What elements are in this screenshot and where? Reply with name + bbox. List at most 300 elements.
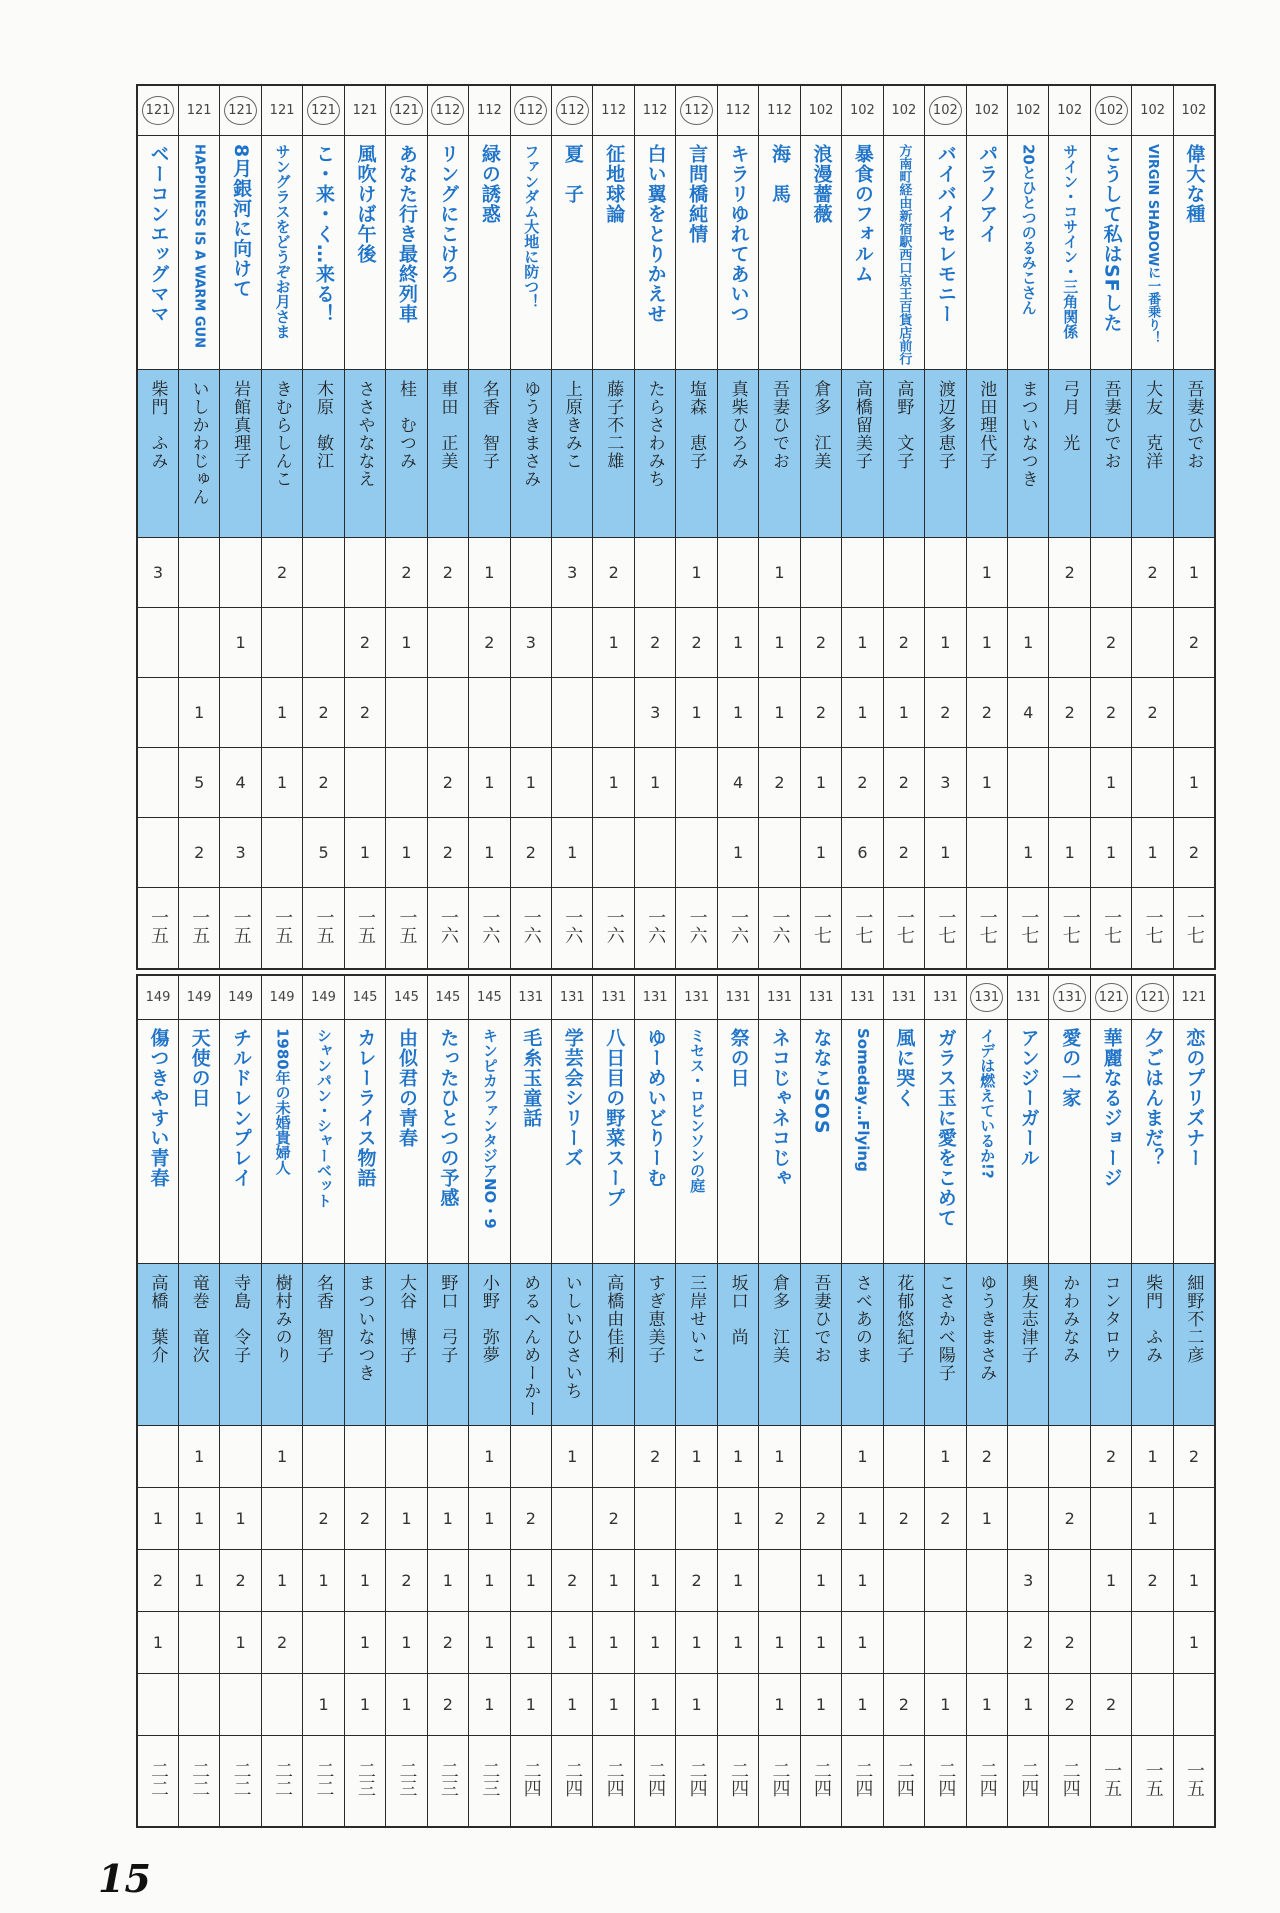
vote-count	[344, 537, 385, 607]
author-cell	[1049, 369, 1090, 537]
author-cell	[842, 369, 883, 537]
author-cell	[386, 1263, 427, 1425]
page-count: 131	[932, 989, 958, 1005]
vote-count: 2	[427, 817, 468, 887]
work-title: 八日目の野菜スープ	[603, 1027, 626, 1208]
page-count-cell	[966, 85, 1007, 135]
page-count-cell	[1008, 975, 1049, 1019]
author-cell	[925, 369, 966, 537]
rank-cell	[1132, 1735, 1173, 1827]
vote-count: 1	[800, 1549, 841, 1611]
author-name: 吾妻ひでお	[769, 379, 790, 470]
vote-count	[303, 537, 344, 607]
author-name: 上原きみこ	[561, 379, 582, 470]
page-number: 15	[98, 1856, 151, 1901]
vote-count: 1	[137, 1611, 178, 1673]
title-cell	[966, 1019, 1007, 1263]
vote-count: 1	[759, 607, 800, 677]
vote-count: 1	[593, 1611, 634, 1673]
page-count: 102	[850, 102, 875, 118]
rank-cell	[552, 887, 593, 969]
vote-count: 2	[800, 607, 841, 677]
vote-count	[717, 1673, 758, 1735]
vote-count	[427, 1425, 468, 1487]
page-count: 102	[1140, 102, 1166, 118]
vote-count: 1	[1132, 1487, 1173, 1549]
author-name: 寺島 令子	[230, 1273, 251, 1364]
work-title: サイン・コサイン・三角関係	[1061, 143, 1080, 339]
rank-cell	[427, 887, 468, 969]
vote-count	[1173, 1673, 1215, 1735]
author-name: 吾妻ひでお	[810, 1273, 831, 1364]
rank-cell	[1049, 1735, 1090, 1827]
rank-cell	[1173, 887, 1215, 969]
author-cell	[634, 1263, 675, 1425]
vote-count	[344, 747, 385, 817]
page-count-cell	[1132, 975, 1173, 1019]
rank-cell	[303, 887, 344, 969]
author-cell	[552, 369, 593, 537]
vote-count: 2	[1132, 1549, 1173, 1611]
rank: 一七	[976, 907, 998, 944]
vote-count: 1	[510, 1549, 551, 1611]
work-title: Someday…Flying	[853, 1027, 872, 1172]
vote-count: 2	[759, 747, 800, 817]
work-title: HAPPINESS IS A WARM GUN	[191, 143, 207, 348]
vote-count: 2	[178, 817, 219, 887]
work-title: 由似君の青春	[395, 1027, 418, 1148]
work-title: こ・来・く…来る！	[313, 143, 336, 324]
vote-count: 1	[303, 1549, 344, 1611]
vote-count	[220, 1425, 261, 1487]
author-cell	[220, 1263, 261, 1425]
work-title: 夏 子	[561, 143, 584, 204]
vote-count: 2	[925, 677, 966, 747]
rank: 二二	[313, 1760, 335, 1797]
title-cell	[510, 1019, 551, 1263]
vote-count: 2	[883, 607, 924, 677]
page-count-cell	[966, 975, 1007, 1019]
rank: 一六	[603, 907, 625, 944]
title-cell	[552, 135, 593, 369]
vote-count: 1	[220, 1611, 261, 1673]
vote-count: 2	[676, 607, 717, 677]
vote-count: 1	[717, 1487, 758, 1549]
title-cell	[1132, 1019, 1173, 1263]
work-title: 風に哭く	[893, 1027, 916, 1108]
vote-count: 1	[510, 1611, 551, 1673]
vote-count	[469, 677, 510, 747]
rank: 二三	[479, 1760, 501, 1797]
page-count-cell	[469, 85, 510, 135]
vote-count: 5	[303, 817, 344, 887]
vote-count: 2	[883, 1487, 924, 1549]
vote-count	[137, 747, 178, 817]
vote-count	[386, 1425, 427, 1487]
vote-count: 2	[1173, 607, 1215, 677]
title-cell	[178, 135, 219, 369]
vote-count	[842, 537, 883, 607]
author-name: いしいひさいち	[561, 1273, 582, 1400]
title-cell	[178, 1019, 219, 1263]
vote-count: 1	[842, 1425, 883, 1487]
author-cell	[469, 369, 510, 537]
page-count: 102	[1181, 102, 1207, 118]
author-cell	[676, 369, 717, 537]
vote-count: 2	[386, 1549, 427, 1611]
vote-count: 2	[261, 537, 302, 607]
vote-count: 2	[344, 1487, 385, 1549]
page-count: 121	[352, 102, 378, 118]
title-cell	[344, 135, 385, 369]
rank: 一五	[147, 907, 169, 944]
page-count-cell	[510, 975, 551, 1019]
vote-count: 1	[469, 537, 510, 607]
vote-count: 3	[220, 817, 261, 887]
title-cell	[883, 1019, 924, 1263]
vote-count: 1	[552, 817, 593, 887]
page-count-cell	[925, 975, 966, 1019]
vote-count	[427, 677, 468, 747]
page-count: 102	[929, 96, 962, 125]
vote-count: 1	[676, 537, 717, 607]
vote-count: 1	[925, 1425, 966, 1487]
rank-cell	[717, 887, 758, 969]
vote-count: 2	[925, 1487, 966, 1549]
vote-count: 1	[1173, 1549, 1215, 1611]
rank-cell	[344, 887, 385, 969]
work-title: キンピカファンタジアNO・9	[480, 1027, 499, 1229]
page-count: 149	[311, 989, 336, 1005]
vote-count: 2	[966, 1425, 1007, 1487]
page-count: 145	[435, 989, 461, 1005]
author-cell	[883, 369, 924, 537]
rank: 一六	[769, 907, 791, 944]
page-count-cell	[178, 85, 219, 135]
rank: 一六	[520, 907, 542, 944]
vote-count: 1	[552, 1611, 593, 1673]
vote-count: 1	[1008, 607, 1049, 677]
vote-count: 1	[634, 747, 675, 817]
vote-count: 3	[925, 747, 966, 817]
page-count: 145	[352, 989, 378, 1005]
author-cell	[1090, 369, 1131, 537]
author-name: 柴門 ふみ	[1142, 1273, 1163, 1364]
rank: 一六	[479, 907, 501, 944]
vote-count	[303, 1611, 344, 1673]
author-cell	[1132, 1263, 1173, 1425]
title-cell	[1173, 1019, 1215, 1263]
vote-count	[966, 1611, 1007, 1673]
vote-count: 2	[1008, 1611, 1049, 1673]
rank: 一六	[728, 907, 750, 944]
vote-count: 1	[510, 1673, 551, 1735]
author-cell	[220, 369, 261, 537]
vote-count: 2	[344, 607, 385, 677]
vote-count: 1	[469, 747, 510, 817]
vote-count	[1008, 747, 1049, 817]
vote-count: 1	[717, 1611, 758, 1673]
vote-count: 1	[593, 1673, 634, 1735]
vote-count: 2	[1173, 1425, 1215, 1487]
author-cell	[759, 369, 800, 537]
vote-count: 1	[966, 1673, 1007, 1735]
page-count-cell	[344, 85, 385, 135]
rank: 二二	[272, 1760, 294, 1797]
vote-count: 1	[1008, 817, 1049, 887]
title-cell	[634, 135, 675, 369]
page-count: 112	[680, 96, 713, 125]
rank: 二四	[520, 1760, 542, 1797]
vote-count	[1090, 1611, 1131, 1673]
page-count-cell	[842, 85, 883, 135]
author-cell	[386, 369, 427, 537]
vote-count: 4	[1008, 677, 1049, 747]
vote-count: 1	[552, 1673, 593, 1735]
page-count: 149	[186, 989, 212, 1005]
rank-cell	[842, 887, 883, 969]
vote-count: 1	[676, 1673, 717, 1735]
work-title: アンジーガール	[1017, 1027, 1040, 1168]
author-cell	[800, 369, 841, 537]
rank-cell	[220, 1735, 261, 1827]
vote-count: 1	[800, 817, 841, 887]
page-count-cell	[676, 85, 717, 135]
vote-count: 1	[759, 1611, 800, 1673]
title-cell	[510, 135, 551, 369]
vote-count	[261, 607, 302, 677]
author-cell	[344, 369, 385, 537]
rank-cell	[386, 887, 427, 969]
rank: 二四	[603, 1760, 625, 1797]
vote-count: 1	[842, 1487, 883, 1549]
title-cell	[800, 135, 841, 369]
page-count-cell	[510, 85, 551, 135]
work-title: たったひとつの予感	[437, 1027, 460, 1208]
rank: 二四	[645, 1760, 667, 1797]
page-count: 131	[642, 989, 668, 1005]
author-cell	[1008, 1263, 1049, 1425]
rank-cell	[634, 1735, 675, 1827]
vote-count	[552, 677, 593, 747]
rank-cell	[469, 1735, 510, 1827]
rank-cell	[1008, 887, 1049, 969]
vote-count: 1	[1090, 747, 1131, 817]
vote-count	[717, 537, 758, 607]
rank: 一六	[645, 907, 667, 944]
vote-count: 1	[469, 1549, 510, 1611]
author-cell	[137, 369, 178, 537]
rank: 一七	[852, 907, 874, 944]
vote-count: 1	[427, 1487, 468, 1549]
vote-count: 1	[178, 1549, 219, 1611]
vote-count: 1	[593, 1549, 634, 1611]
vote-count: 1	[759, 1425, 800, 1487]
vote-count: 1	[469, 1425, 510, 1487]
work-title: チルドレンプレイ	[230, 1027, 253, 1188]
vote-count	[137, 1673, 178, 1735]
rank-cell	[676, 887, 717, 969]
page-count: 102	[974, 102, 1000, 118]
rank-cell	[634, 887, 675, 969]
rank: 一七	[1183, 907, 1205, 944]
rank-cell	[883, 1735, 924, 1827]
rank: 一五	[396, 907, 418, 944]
author-cell	[427, 369, 468, 537]
author-cell	[634, 369, 675, 537]
page-count-cell	[427, 85, 468, 135]
vote-count: 1	[261, 747, 302, 817]
vote-count	[1049, 1425, 1090, 1487]
rank-cell	[137, 1735, 178, 1827]
author-cell	[303, 1263, 344, 1425]
vote-count	[1049, 1549, 1090, 1611]
page-count: 121	[390, 96, 423, 125]
vote-count	[593, 677, 634, 747]
vote-count: 1	[634, 1673, 675, 1735]
page-count-cell	[261, 85, 302, 135]
page-count: 112	[642, 102, 668, 118]
rank: 一五	[1101, 1760, 1123, 1797]
title-cell	[1049, 1019, 1090, 1263]
work-title: イデは燃えているか!?	[978, 1027, 997, 1179]
page-count-cell	[717, 85, 758, 135]
rank: 二四	[852, 1760, 874, 1797]
vote-count: 1	[469, 817, 510, 887]
vote-count: 2	[593, 1487, 634, 1549]
author-name: 奥友志津子	[1017, 1273, 1038, 1364]
vote-count	[966, 817, 1007, 887]
work-title: 夕ごはんまだ？	[1142, 1027, 1165, 1168]
rank-cell	[717, 1735, 758, 1827]
work-title: 恋のプリズナー	[1183, 1027, 1206, 1168]
vote-count	[220, 537, 261, 607]
vote-count: 1	[137, 1487, 178, 1549]
author-name: めるへんめーかー	[520, 1273, 541, 1418]
vote-count	[510, 677, 551, 747]
vote-count: 1	[883, 677, 924, 747]
work-title: 緑の誘惑	[478, 143, 501, 224]
author-name: 吾妻ひでお	[1183, 379, 1204, 470]
vote-count	[925, 1549, 966, 1611]
author-cell	[178, 369, 219, 537]
vote-count: 2	[1173, 817, 1215, 887]
vote-count	[137, 607, 178, 677]
page-count: 121	[186, 102, 212, 118]
page-count-cell	[427, 975, 468, 1019]
vote-count	[634, 817, 675, 887]
page-count-cell	[1173, 85, 1215, 135]
vote-count	[883, 1611, 924, 1673]
page-count: 131	[1053, 983, 1086, 1012]
author-name: かわみなみ	[1059, 1273, 1080, 1364]
author-cell	[1173, 1263, 1215, 1425]
vote-count: 2	[634, 1425, 675, 1487]
work-title: サングラスをどうぞお月さま	[273, 143, 292, 339]
rank-cell	[469, 887, 510, 969]
page-count: 112	[476, 102, 502, 118]
page-count: 145	[476, 989, 502, 1005]
work-title: 8月銀河に向けて	[230, 143, 253, 298]
vote-count	[593, 1425, 634, 1487]
rank: 二四	[935, 1760, 957, 1797]
page-count-cell	[883, 975, 924, 1019]
vote-count: 1	[1049, 817, 1090, 887]
vote-count	[759, 817, 800, 887]
vote-count: 1	[842, 1673, 883, 1735]
author-name: 渡辺多恵子	[934, 379, 955, 470]
vote-count	[1132, 607, 1173, 677]
author-name: 名香 智子	[313, 1273, 334, 1364]
vote-count: 2	[634, 607, 675, 677]
title-cell	[759, 1019, 800, 1263]
rank: 一六	[686, 907, 708, 944]
page-count: 121	[307, 96, 340, 125]
vote-count: 1	[717, 1425, 758, 1487]
author-name: まついなつき	[354, 1273, 375, 1382]
author-name: まついなつき	[1017, 379, 1038, 488]
rank: 二四	[686, 1760, 708, 1797]
vote-count: 2	[676, 1549, 717, 1611]
work-title: カレーライス物語	[354, 1027, 377, 1188]
page-count-cell	[1049, 85, 1090, 135]
vote-count: 1	[178, 1425, 219, 1487]
vote-count: 1	[178, 1487, 219, 1549]
work-title: シャンパン・シャーベット	[315, 1027, 334, 1208]
rank: 一五	[189, 907, 211, 944]
vote-count: 2	[510, 817, 551, 887]
rank-cell	[261, 1735, 302, 1827]
page-count-cell	[386, 85, 427, 135]
title-cell	[427, 135, 468, 369]
vote-count	[552, 1487, 593, 1549]
vote-count	[1008, 1425, 1049, 1487]
page-count-cell	[552, 975, 593, 1019]
rank-cell	[759, 887, 800, 969]
author-name: 藤子不二雄	[603, 379, 624, 470]
rank-cell	[842, 1735, 883, 1827]
vote-count	[1049, 607, 1090, 677]
vote-count: 1	[344, 817, 385, 887]
page-count: 112	[601, 102, 627, 118]
rank-cell	[800, 887, 841, 969]
author-cell	[717, 369, 758, 537]
author-cell	[842, 1263, 883, 1425]
vote-count	[759, 1549, 800, 1611]
work-title: 白い翼をとりかえせ	[644, 143, 667, 324]
vote-count: 1	[925, 817, 966, 887]
vote-count: 2	[303, 747, 344, 817]
vote-count	[883, 537, 924, 607]
vote-count	[261, 817, 302, 887]
work-title: 学芸会シリーズ	[561, 1027, 584, 1168]
vote-count: 1	[925, 1673, 966, 1735]
author-name: 吾妻ひでお	[1100, 379, 1121, 470]
author-name: たらさわみち	[644, 379, 665, 488]
work-title: バイバイセレモニー	[934, 143, 957, 324]
author-cell	[800, 1263, 841, 1425]
page-count-cell	[303, 975, 344, 1019]
title-cell	[261, 1019, 302, 1263]
author-cell	[469, 1263, 510, 1425]
title-cell	[1132, 135, 1173, 369]
rank-cell	[925, 1735, 966, 1827]
page-count: 112	[556, 96, 589, 125]
page-count-cell	[303, 85, 344, 135]
vote-count: 1	[717, 677, 758, 747]
vote-count: 1	[344, 1611, 385, 1673]
rank-cell	[800, 1735, 841, 1827]
